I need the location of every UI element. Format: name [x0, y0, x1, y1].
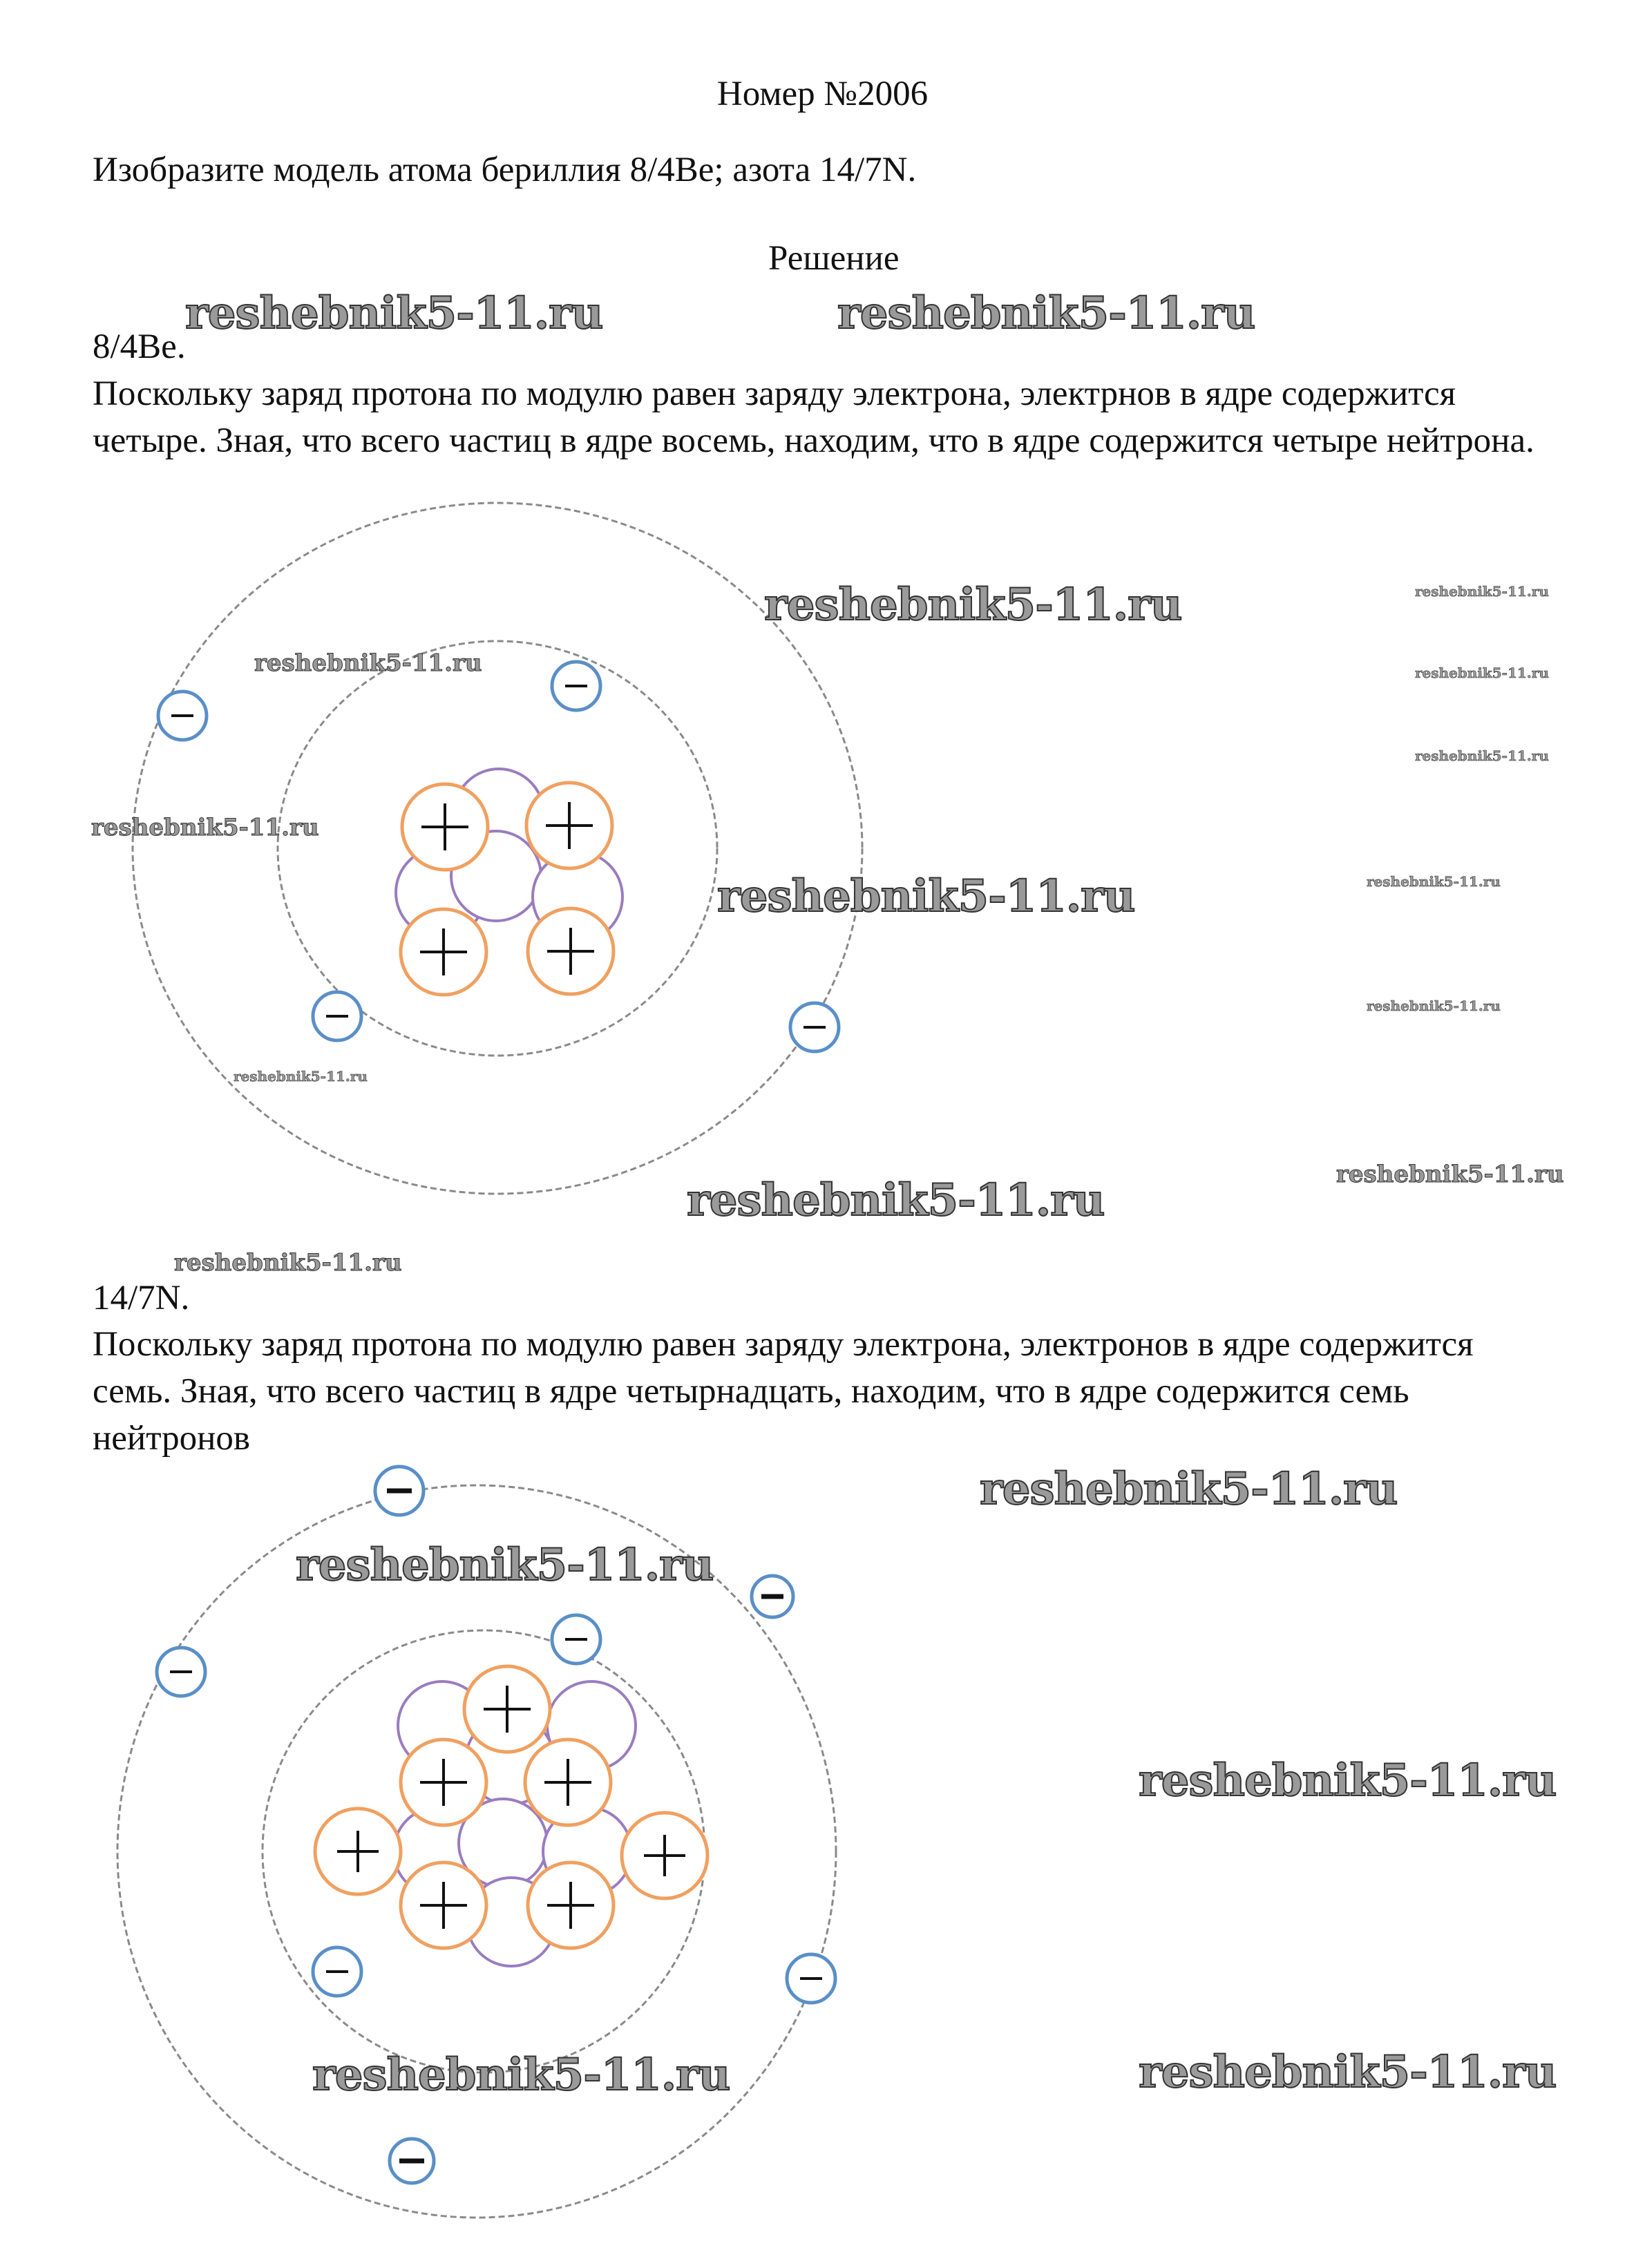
beryllium-label: 8/4Be.	[93, 327, 186, 366]
watermark: reshebnik5-11.ru	[980, 1463, 1398, 1515]
watermark: reshebnik5-11.ru	[764, 579, 1182, 631]
watermark: reshebnik5-11.ru	[1139, 1755, 1557, 1807]
watermark: reshebnik5-11.ru	[1336, 1161, 1564, 1188]
watermark: reshebnik5-11.ru	[1415, 747, 1549, 764]
watermark: reshebnik5-11.ru	[312, 2049, 730, 2101]
watermark: reshebnik5-11.ru	[1139, 2046, 1557, 2098]
nitrogen-nucleus	[315, 1666, 707, 1966]
watermark: reshebnik5-11.ru	[1367, 873, 1501, 890]
watermark: reshebnik5-11.ru	[174, 1249, 402, 1277]
watermark: reshebnik5-11.ru	[185, 287, 603, 339]
watermark: reshebnik5-11.ru	[91, 814, 319, 841]
solution-heading: Решение	[768, 239, 900, 278]
watermark: reshebnik5-11.ru	[296, 1539, 714, 1591]
watermark: reshebnik5-11.ru	[1415, 583, 1549, 600]
watermark: reshebnik5-11.ru	[1367, 998, 1501, 1014]
watermark: reshebnik5-11.ru	[234, 1068, 368, 1085]
task-statement: Изобразите модель атома бериллия 8/4Be; азота 14/7N.	[93, 151, 917, 189]
watermark: reshebnik5-11.ru	[717, 870, 1135, 922]
watermark: reshebnik5-11.ru	[837, 287, 1255, 339]
page-title: Номер №2006	[716, 75, 929, 113]
nitrogen-label: 14/7N.	[93, 1279, 190, 1317]
nitrogen-explanation: Поскольку заряд протона по модулю равен заряду электрона, электронов в ядре содержится семь. Зная, что всего частиц в ядре четырнадцать, находим, что в ядре содержится семь нейтронов	[93, 1325, 1474, 1458]
watermark: reshebnik5-11.ru	[254, 649, 482, 677]
beryllium-explanation: Поскольку заряд протона по модулю равен заряду электрона, электрнов в ядре содержится четыре. Зная, что всего частиц в ядре восемь, находим, что в ядре содержится четыре нейтрона.	[93, 374, 1534, 460]
watermark: reshebnik5-11.ru	[1415, 665, 1549, 681]
watermark: reshebnik5-11.ru	[687, 1174, 1105, 1226]
